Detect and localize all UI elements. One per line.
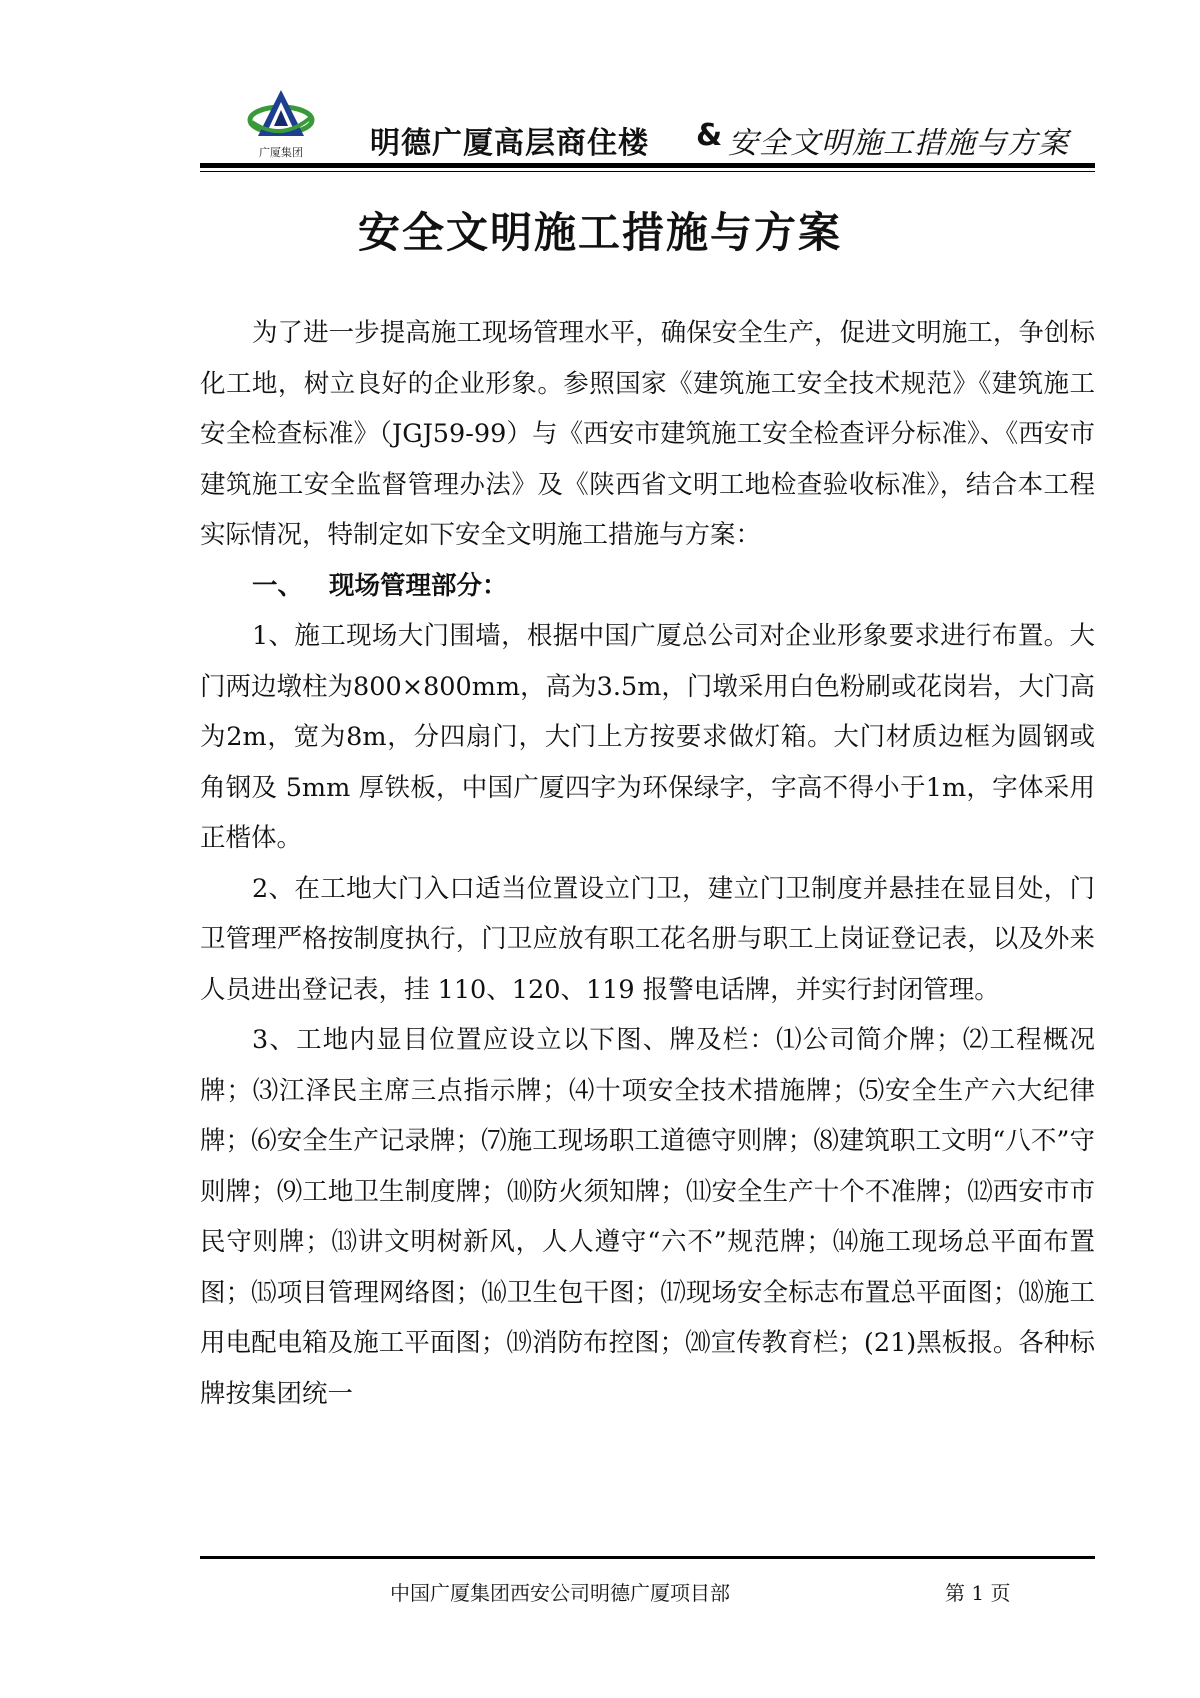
footer-rule [200,1556,1095,1559]
intro-paragraph: 为了进一步提高施工现场管理水平，确保安全生产，促进文明施工，争创标化工地，树立良好的企业形象。参照国家《建筑施工安全技术规范》《建筑施工安全检查标准》（JGJ59-99）与《西安市建筑施工安全检查评分标准》、《西安市建筑施工安全监督管理办法》及《陕西省文明工地检查验收标准》，结合本工程实际情况，特制定如下安全文明施工措施与方案： [200,318,1095,550]
document-body [200,308,1095,1419]
header-separator: & [696,118,723,153]
paragraph-1: 1、施工现场大门围墙，根据中国广厦总公司对企业形象要求进行布置。大门两边墩柱为800×800mm，高为3.5m，门墩采用白色粉刷或花岗岩，大门高为2m，宽为8m，分四扇门，大门上方按要求做灯箱。大门材质边框为圆钢或角钢及 5mm 厚铁板，中国广厦四字为环保绿字，字高不得小于1m，字体采用正楷体。 [200,621,1095,853]
page-number: 第 1 页 [945,1581,1011,1605]
logo-text: 广厦集团 [259,146,303,159]
page-header [200,80,1095,170]
guangsha-logo-icon [246,86,316,144]
paragraph-2: 2、在工地大门入口适当位置设立门卫，建立门卫制度并悬挂在显目处，门卫管理严格按制度执行，门卫应放有职工花名册与职工上岗证登记表，以及外来人员进出登记表，挂 110、120、119 报警电话牌，并实行封闭管理。 [200,873,1095,1005]
header-project-name: 明德广厦高层商住楼 [370,126,649,161]
section-number: 一、 [252,570,304,601]
company-logo [246,86,316,160]
section-label: 现场管理部分： [329,570,508,601]
header-rule-thin [200,171,1095,172]
section-heading [200,561,1095,612]
paragraph-3: 3、工地内显目位置应设立以下图、牌及栏：⑴公司简介牌；⑵工程概况牌；⑶江泽民主席三点指示牌；⑷十项安全技术措施牌；⑸安全生产六大纪律牌；⑹安全生产记录牌；⑺施工现场职工道德守则牌；⑻建筑职工文明“八不”守则牌；⑼工地卫生制度牌；⑽防火须知牌；⑾安全生产十个不准牌；⑿西安市市民守则牌；⒀讲文明树新风，人人遵守“六不”规范牌；⒁施工现场总平面布置图；⒂项目管理网络图；⒃卫生包干图；⒄现场安全标志布置总平面图；⒅施工用电配电箱及施工平面图；⒆消防布控图；⒇宣传教育栏；(21)黑板报。各种标牌按集团统一 [200,1025,1095,1409]
header-rule-thick [200,163,1095,168]
footer-organization: 中国广厦集团西安公司明德广厦项目部 [390,1581,730,1605]
header-subtitle: 安全文明施工措施与方案 [728,126,1069,161]
document-title: 安全文明施工措施与方案 [357,208,842,257]
